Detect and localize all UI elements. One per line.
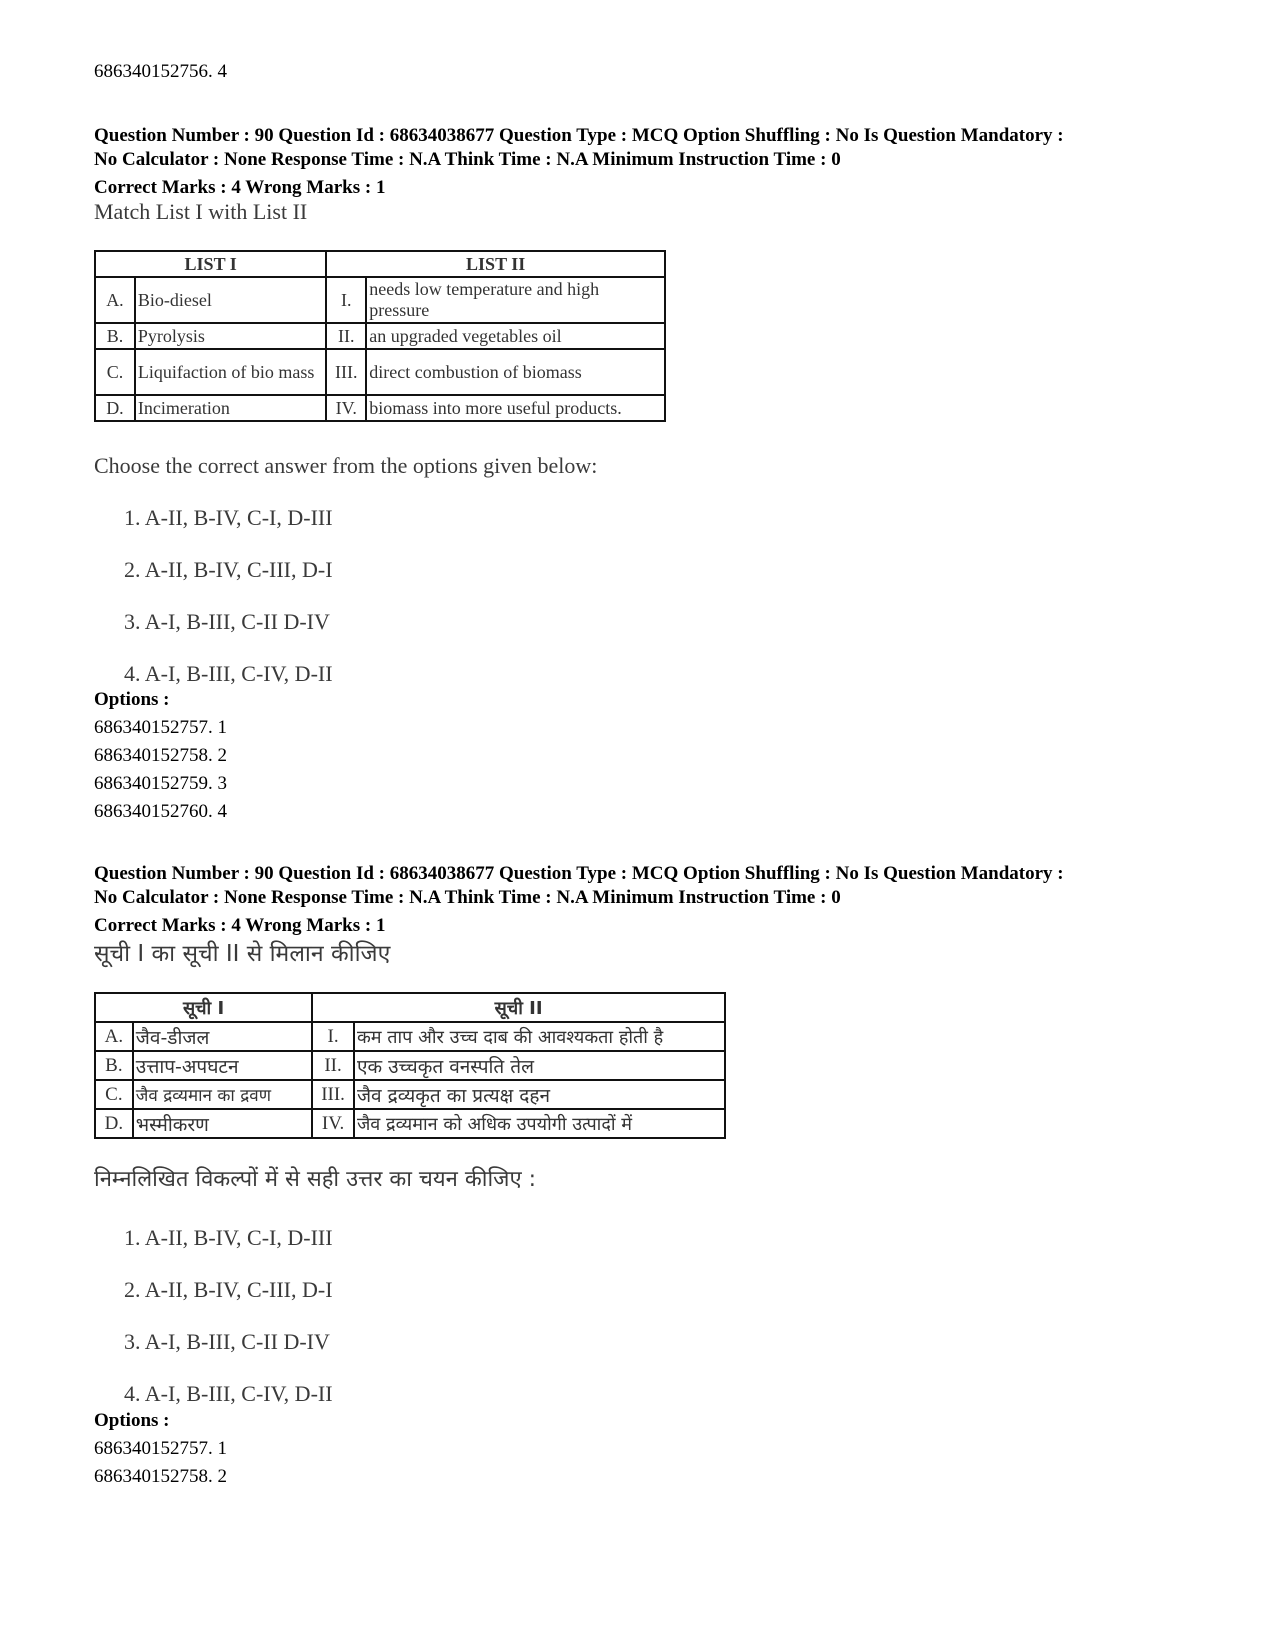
table-row [95,277,665,323]
choice-3: 3. A-I, B-III, C-II D-IV [124,609,330,634]
choice-4: 4. A-I, B-III, C-IV, D-II [124,661,333,686]
row-roman: I. [326,277,366,323]
row-roman: III. [326,349,366,395]
table-row [95,395,665,421]
option-id: 686340152760. 4 [94,801,227,822]
match-table [94,992,726,1139]
list-2-item: जैव द्रव्यकृत का प्रत्यक्ष दहन [354,1080,725,1109]
question-prompt: सूची I का सूची II से मिलान कीजिए [94,941,391,967]
list-1-item: भस्मीकरण [133,1109,312,1138]
list-2-item: जैव द्रव्यमान को अधिक उपयोगी उत्पादों में [354,1109,725,1138]
list-2-header: LIST II [326,251,665,277]
answer-instruction: निम्नलिखित विकल्पों में से सही उत्तर का चयन कीजिए : [94,1167,537,1192]
option-id: 686340152757. 1 [94,1438,227,1459]
options-label: Options : [94,1410,170,1431]
question-meta-line1: Question Number : 90 Question Id : 68634038677 Question Type : MCQ Option Shuffling : No Is Question Mandatory : [94,125,1064,146]
marks-line: Correct Marks : 4 Wrong Marks : 1 [94,915,386,936]
marks-line: Correct Marks : 4 Wrong Marks : 1 [94,177,386,198]
table-row [95,323,665,349]
choice-4: 4. A-I, B-III, C-IV, D-II [124,1381,333,1406]
choice-2: 2. A-II, B-IV, C-III, D-I [124,1277,333,1302]
row-roman: II. [312,1051,354,1080]
table-row [95,349,665,395]
question-meta [94,124,1214,172]
row-letter: A. [95,277,135,323]
table-row [95,1051,725,1080]
list-1-item: Bio-diesel [135,277,326,323]
choice-1: 1. A-II, B-IV, C-I, D-III [124,505,333,530]
option-id: 686340152758. 2 [94,1466,227,1487]
list-2-item: an upgraded vegetables oil [366,323,665,349]
question-prompt: Match List I with List II [94,199,308,224]
question-meta-line1: Question Number : 90 Question Id : 68634038677 Question Type : MCQ Option Shuffling : No Is Question Mandatory : [94,863,1064,884]
list-2-header: सूची II [312,993,725,1022]
option-id: 686340152757. 1 [94,717,227,738]
row-roman: I. [312,1022,354,1051]
row-roman: IV. [312,1109,354,1138]
row-roman: IV. [326,395,366,421]
choice-1: 1. A-II, B-IV, C-I, D-III [124,1225,333,1250]
list-1-item: Pyrolysis [135,323,326,349]
list-2-item: biomass into more useful products. [366,395,665,421]
list-2-item: needs low temperature and high pressure [366,277,665,323]
list-2-item: कम ताप और उच्च दाब की आवश्यकता होती है [354,1022,725,1051]
choice-3: 3. A-I, B-III, C-II D-IV [124,1329,330,1354]
list-1-item: जैव द्रव्यमान का द्रवण [133,1080,312,1109]
question-meta-line2: No Calculator : None Response Time : N.A Think Time : N.A Minimum Instruction Time : 0 [94,149,841,170]
list-1-item: Liquifaction of bio mass [135,349,326,395]
row-letter: B. [95,323,135,349]
choice-2: 2. A-II, B-IV, C-III, D-I [124,557,333,582]
row-letter: B. [95,1051,133,1080]
options-label: Options : [94,689,170,710]
answer-instruction: Choose the correct answer from the options given below: [94,453,598,478]
list-1-item: Incimeration [135,395,326,421]
list-1-header: सूची I [95,993,312,1022]
row-letter: C. [95,349,135,395]
list-1-header: LIST I [95,251,326,277]
question-meta-line2: No Calculator : None Response Time : N.A Think Time : N.A Minimum Instruction Time : 0 [94,887,841,908]
row-roman: III. [312,1080,354,1109]
option-id: 686340152758. 2 [94,745,227,766]
row-roman: II. [326,323,366,349]
option-id: 686340152759. 3 [94,773,227,794]
row-letter: C. [95,1080,133,1109]
list-1-item: उत्ताप-अपघटन [133,1051,312,1080]
list-1-item: जैव-डीजल [133,1022,312,1051]
list-2-item: direct combustion of biomass [366,349,665,395]
table-row [95,1109,725,1138]
row-letter: A. [95,1022,133,1051]
row-letter: D. [95,395,135,421]
table-row [95,1080,725,1109]
question-meta [94,862,1214,910]
list-2-item: एक उच्चकृत वनस्पति तेल [354,1051,725,1080]
match-table [94,250,666,422]
table-row [95,1022,725,1051]
row-letter: D. [95,1109,133,1138]
previous-option-id: 686340152756. 4 [94,61,227,82]
